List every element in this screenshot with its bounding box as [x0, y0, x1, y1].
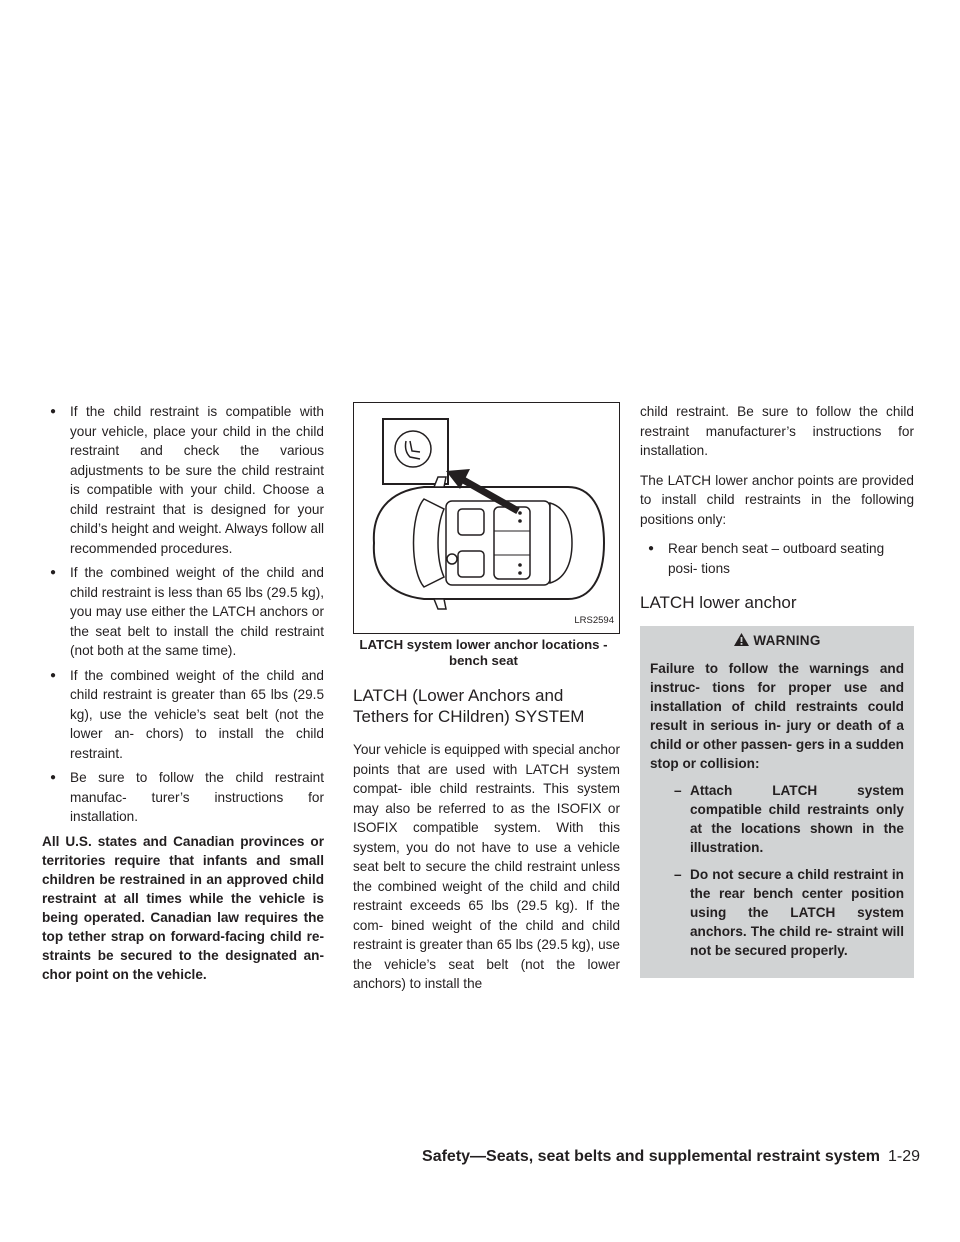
- figure-caption: LATCH system lower anchor locations - bench seat: [359, 637, 608, 668]
- column-middle: [353, 402, 620, 1004]
- law-requirement-paragraph: All U.S. states and Canadian provinces or territories require that infants and small children be restrained in an approved child restraint at all times while the vehicle is being operated. Canadian law requires the top tether strap on forward-facing child re- straints be secured to the designated an- chor point on the vehicle.: [42, 833, 324, 982]
- latch-locations-figure: [353, 402, 620, 634]
- column-left: [42, 402, 324, 984]
- bullet-item: ● Rear bench seat – outboard seating posi- tions: [640, 539, 914, 578]
- column-right: [640, 402, 914, 978]
- bullet-item: ● Be sure to follow the child restraint manufac- turer’s instructions for installation.: [42, 768, 324, 827]
- footer-section-title: Safety—Seats, seat belts and supplemental restraint system: [422, 1148, 880, 1165]
- warning-triangle-icon: [733, 632, 750, 647]
- bullet-item: ● If the child restraint is compatible with your vehicle, place your child in the child restraint and check the various adjustments to be sure the child restraint is compatible with your child. Choose a child restraint that is designed for your child’s height and weight. Always follow all recommended procedures.: [42, 402, 324, 558]
- warning-header: [650, 626, 904, 659]
- warning-item: – Do not secure a child restraint in the rear bench center position using the LATCH system anchors. The child re- straint will not be secured properly.: [650, 865, 904, 960]
- warning-item: – Attach LATCH system compatible child restraints only at the locations shown in the illustration.: [650, 781, 904, 857]
- bullet-item: ● If the combined weight of the child and child restraint is less than 65 lbs (29.5 kg), you may use either the LATCH anchors or the seat belt to install the child restraint (not both at the same time).: [42, 563, 324, 661]
- section-heading: LATCH lower anchor: [640, 593, 797, 612]
- section-heading: LATCH (Lower Anchors and Tethers for CHildren) SYSTEM: [353, 686, 585, 726]
- bullet-item: ● If the combined weight of the child and child restraint is greater than 65 lbs (29.5 kg), use the vehicle’s seat belt (not the lower an- chors) to install the child restraint.: [42, 666, 324, 764]
- body-paragraph: child restraint. Be sure to follow the child restraint manufacturer’s instructions for installation.: [640, 404, 914, 458]
- car-top-view-illustration: [354, 403, 619, 633]
- warning-title: WARNING: [753, 633, 821, 648]
- figure-code: LRS2594: [574, 614, 614, 626]
- child-seat-icon: [395, 431, 431, 467]
- warning-box: [640, 626, 914, 978]
- body-paragraph: Your vehicle is equipped with special anchor points that are used with LATCH system compat- ible child restraints. This system may also be referred to as the ISOFIX or ISOFIX compatible system. With this system, you do not have to use a vehicle seat belt to secure the child restraint unless the combined weight of the child and child restraint exceeds 65 lbs (29.5 kg). If the com- bined weight of the child and child restraint is greater than 65 lbs (29.5 kg), use the vehicle’s seat belt (not the lower anchors) to install the: [353, 742, 620, 991]
- page-number: 1-29: [887, 1148, 920, 1165]
- body-paragraph: The LATCH lower anchor points are provided to install child restraints in the following positions only:: [640, 472, 914, 527]
- warning-text: Failure to follow the warnings and instruc- tions for proper use and installation of child restraints could result in serious in- jury or death of a child or other passen- gers in a sudden stop or collision:: [650, 660, 904, 771]
- page-footer: [422, 1148, 920, 1166]
